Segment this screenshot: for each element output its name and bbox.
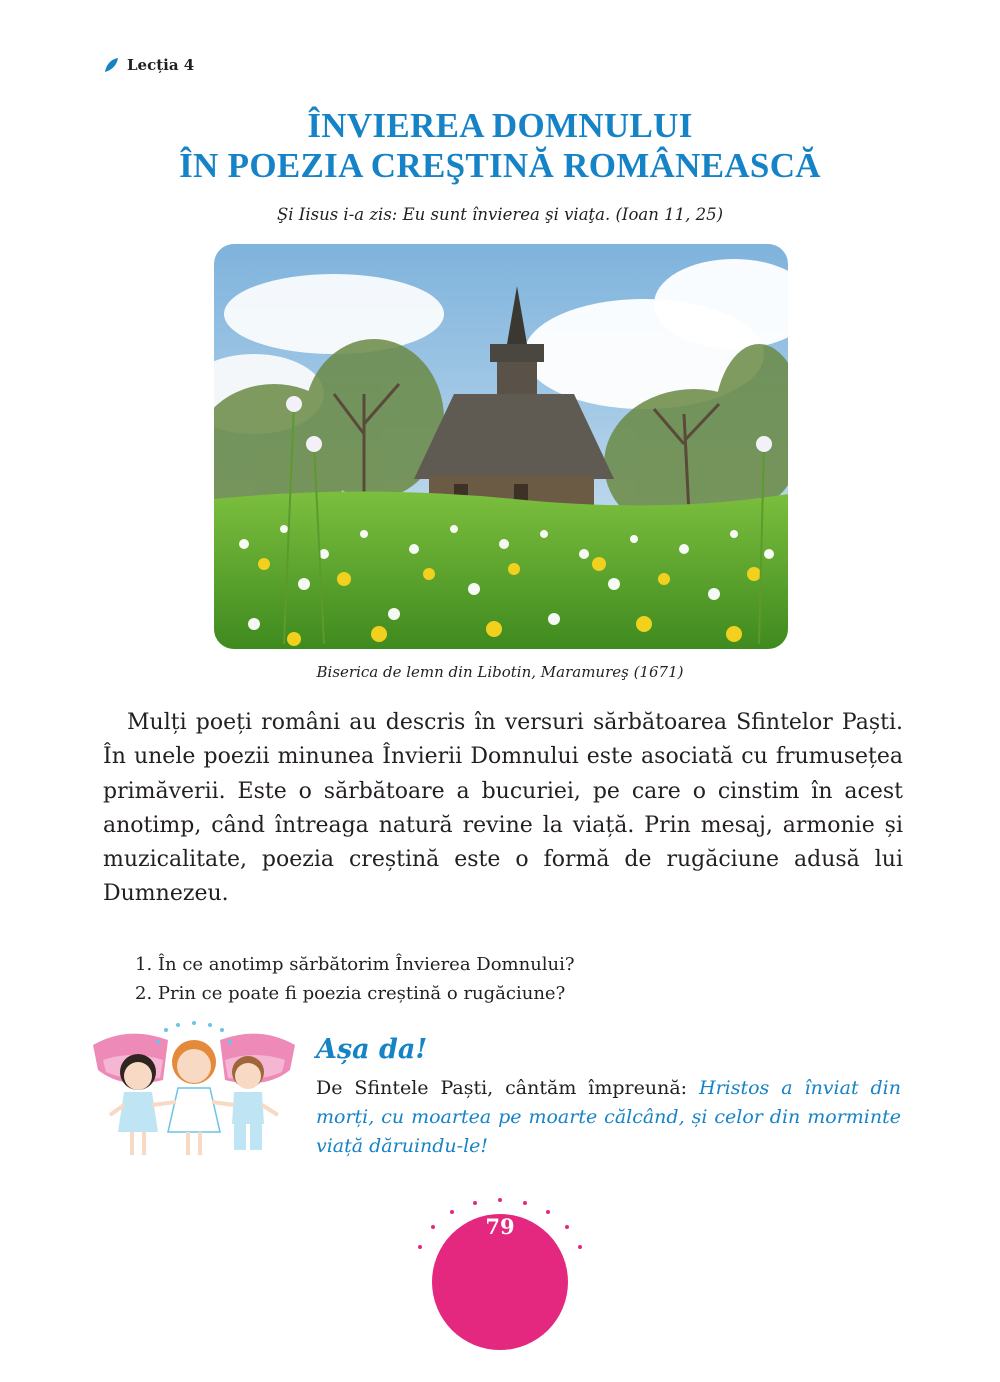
- aside-title: Așa da!: [316, 1034, 428, 1065]
- church-photo: [214, 244, 788, 649]
- question-list: [135, 950, 575, 1008]
- lesson-label: Lecția 4: [127, 56, 195, 74]
- photo-caption: Biserica de lemn din Libotin, Maramureş (1671): [316, 663, 684, 681]
- lesson-tag: [103, 56, 194, 74]
- question-item-2: 2. Prin ce poate fi poezia creștină o rugăciune?: [135, 983, 566, 1004]
- aside-text: [316, 1074, 901, 1161]
- page-number-badge: [400, 1182, 600, 1382]
- church-illustration: [214, 244, 788, 649]
- motto-quote: Şi Iisus i-a zis: Eu sunt învierea şi viaţa. (Ioan 11, 25): [276, 205, 723, 224]
- aside-hymn: Hristos a înviat din morți, cu moartea pe moarte călcând, și celor din morminte viață dăruindu-le!: [316, 1077, 901, 1157]
- intro-text: [103, 706, 903, 912]
- leaf-icon: [103, 57, 119, 73]
- question-item-1: 1. În ce anotimp sărbătorim Învierea Domnului?: [135, 954, 575, 975]
- title-line-1: ÎNVIEREA DOMNULUI: [307, 106, 693, 145]
- page-title: [0, 106, 1000, 186]
- page-number: 79: [485, 1214, 515, 1239]
- aside-lead: De Sfintele Paști, cântăm împreună:: [316, 1077, 699, 1099]
- angels-illustration: [88, 1020, 300, 1162]
- title-line-2: ÎN POEZIA CREŞTINĂ ROMÂNEASCĂ: [179, 146, 821, 185]
- intro-paragraph: Mulți poeți români au descris în versuri sărbătoarea Sfintelor Paști. În unele poezii minunea Învierii Domnului este asociată cu frumusețea primăverii. Este o sărbătoare a bucuriei, pe care o cinstim în acest anotimp, când întreaga natură revine la viață. Prin mesaj, armonie și muzicalitate, poezia creștină este o formă de rugăciune adusă lui Dumnezeu.: [103, 710, 903, 907]
